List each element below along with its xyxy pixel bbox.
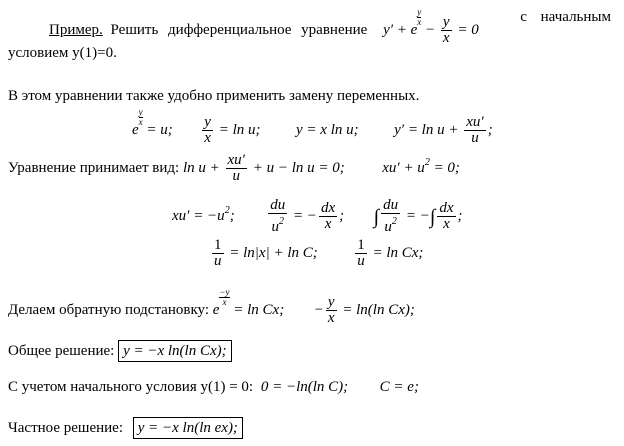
example-statement	[49, 8, 619, 46]
initial-condition-eq: 0 = −ln(ln C); C = e;	[260, 379, 419, 395]
particular-solution-label: Частное решение:	[8, 420, 123, 436]
separation-line: $xu' = -u^2$; $\frac{du}{u^2}$ = − $\frac{dx}{x}$ ; ∫ $\frac{du}{u^2}$ = −∫ $\frac{dx}{x}$ ;	[172, 197, 463, 235]
particular-solution-box: y = −x ln(ln ex);	[133, 417, 243, 439]
equation-form-line	[8, 153, 460, 184]
general-solution-line	[8, 340, 232, 362]
equation-form-label: Уравнение принимает вид:	[8, 159, 180, 176]
substitution-formulas: $e\frac{y}{x}$ = u; $\frac{y}{x}$ = ln u; y = x ln u; y′ = ln u + $\frac{xu'}{u}$ ;	[132, 107, 493, 147]
example-label: Пример.	[49, 22, 103, 38]
general-solution-label: Общее решение:	[8, 343, 115, 359]
example-condition: условием y(1)=0.	[8, 45, 117, 61]
initial-condition-label: С учетом начального условия y(1) = 0:	[8, 379, 254, 395]
initial-condition-line	[8, 378, 419, 396]
integration-line: $\frac{1}{u}$ = ln|x| + ln C; $\frac{1}{u}$ = ln Cx;	[214, 237, 424, 269]
general-solution-box: y = −x ln(ln Cx);	[118, 340, 232, 362]
reverse-substitution: $e\frac{-y}{x}$ = ln Cx; − $\frac{y}{x}$ = ln(ln Cx);	[212, 287, 415, 327]
particular-solution-line	[8, 417, 243, 439]
reverse-substitution-label: Делаем обратную подстановку:	[8, 302, 209, 318]
substitution-note: В этом уравнении также удобно применить замену переменных.	[8, 88, 420, 104]
example-text-after: с начальным	[520, 9, 611, 25]
example-equation: $y' + e\frac{y}{x}$ − $\frac{y}{x}$ = 0	[383, 7, 479, 47]
example-text: Решить дифференциальное уравнение	[110, 22, 368, 38]
equation-form: ln u + $\frac{xu'}{u}$ + u − ln u = 0; $xu' + u^2 = 0$;	[182, 152, 460, 184]
reverse-substitution-line	[8, 288, 415, 326]
